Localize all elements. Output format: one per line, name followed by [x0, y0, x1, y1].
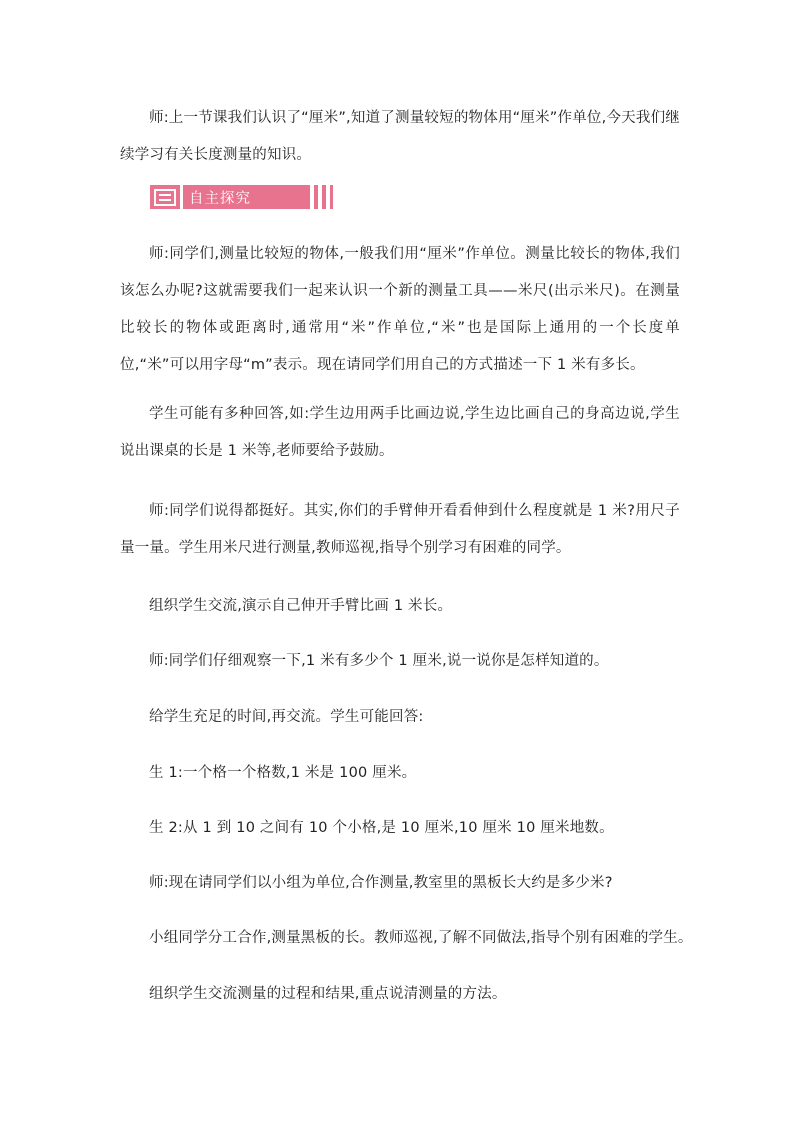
- section-title: 自主探究: [189, 190, 251, 207]
- paragraph-time: 给学生充足的时间,再交流。学生可能回答:: [149, 709, 424, 725]
- paragraph-group-work: 小组同学分工合作,测量黑板的长。教师巡视,了解不同做法,指导个别有困难的学生。: [149, 930, 693, 946]
- paragraph-demo: 组织学生交流,演示自己伸开手臂比画 1 米长。: [149, 598, 453, 614]
- paragraph-teacher-arm: 师:同学们说得都挺好。其实,你们的手臂伸开看看伸到什么程度就是 1 米?用尺子量一量。学生用米尺进行测量,教师巡视,指导个别学习有困难的同学。: [120, 503, 680, 556]
- paragraph-student-2: 生 2:从 1 到 10 之间有 10 个小格,是 10 厘米,10 厘米 10 厘米地数。: [149, 820, 614, 836]
- paragraph-blackboard: 师:现在请同学们以小组为单位,合作测量,教室里的黑板长大约是多少米?: [149, 875, 613, 891]
- paragraph-student-1: 生 1:一个格一个格数,1 米是 100 厘米。: [149, 765, 417, 781]
- paragraph-teacher-meter: 师:同学们,测量比较短的物体,一般我们用“厘米”作单位。测量比较长的物体,我们该怎么办呢?这就需要我们一起来认识一个新的测量工具——米尺(出示米尺)。在测量比较长的物体或距离时,通常用“米”作单位,“米”也是国际上通用的一个长度单位,“米”可以用字母“m”表示。现在请同学们用自己的方式描述一下 1 米有多长。: [120, 246, 680, 373]
- paragraph-summary: 组织学生交流测量的过程和结果,重点说清测量的方法。: [149, 986, 507, 1002]
- banner-divider: [180, 185, 183, 209]
- paragraph-observe: 师:同学们仔细观察一下,1 米有多少个 1 厘米,说一说你是怎样知道的。: [149, 653, 609, 669]
- paragraph-student-answers: 学生可能有多种回答,如:学生边用两手比画边说,学生边比画自己的身高边说,学生说出课桌的长是 1 米等,老师要给予鼓励。: [120, 406, 680, 459]
- section-number-icon: [154, 189, 176, 206]
- section-header-banner: [150, 185, 333, 209]
- banner-stripes-decoration: [306, 185, 333, 209]
- paragraph-intro: 师:上一节课我们认识了“厘米”,知道了测量较短的物体用“厘米”作单位,今天我们继续学习有关长度测量的知识。: [120, 110, 680, 163]
